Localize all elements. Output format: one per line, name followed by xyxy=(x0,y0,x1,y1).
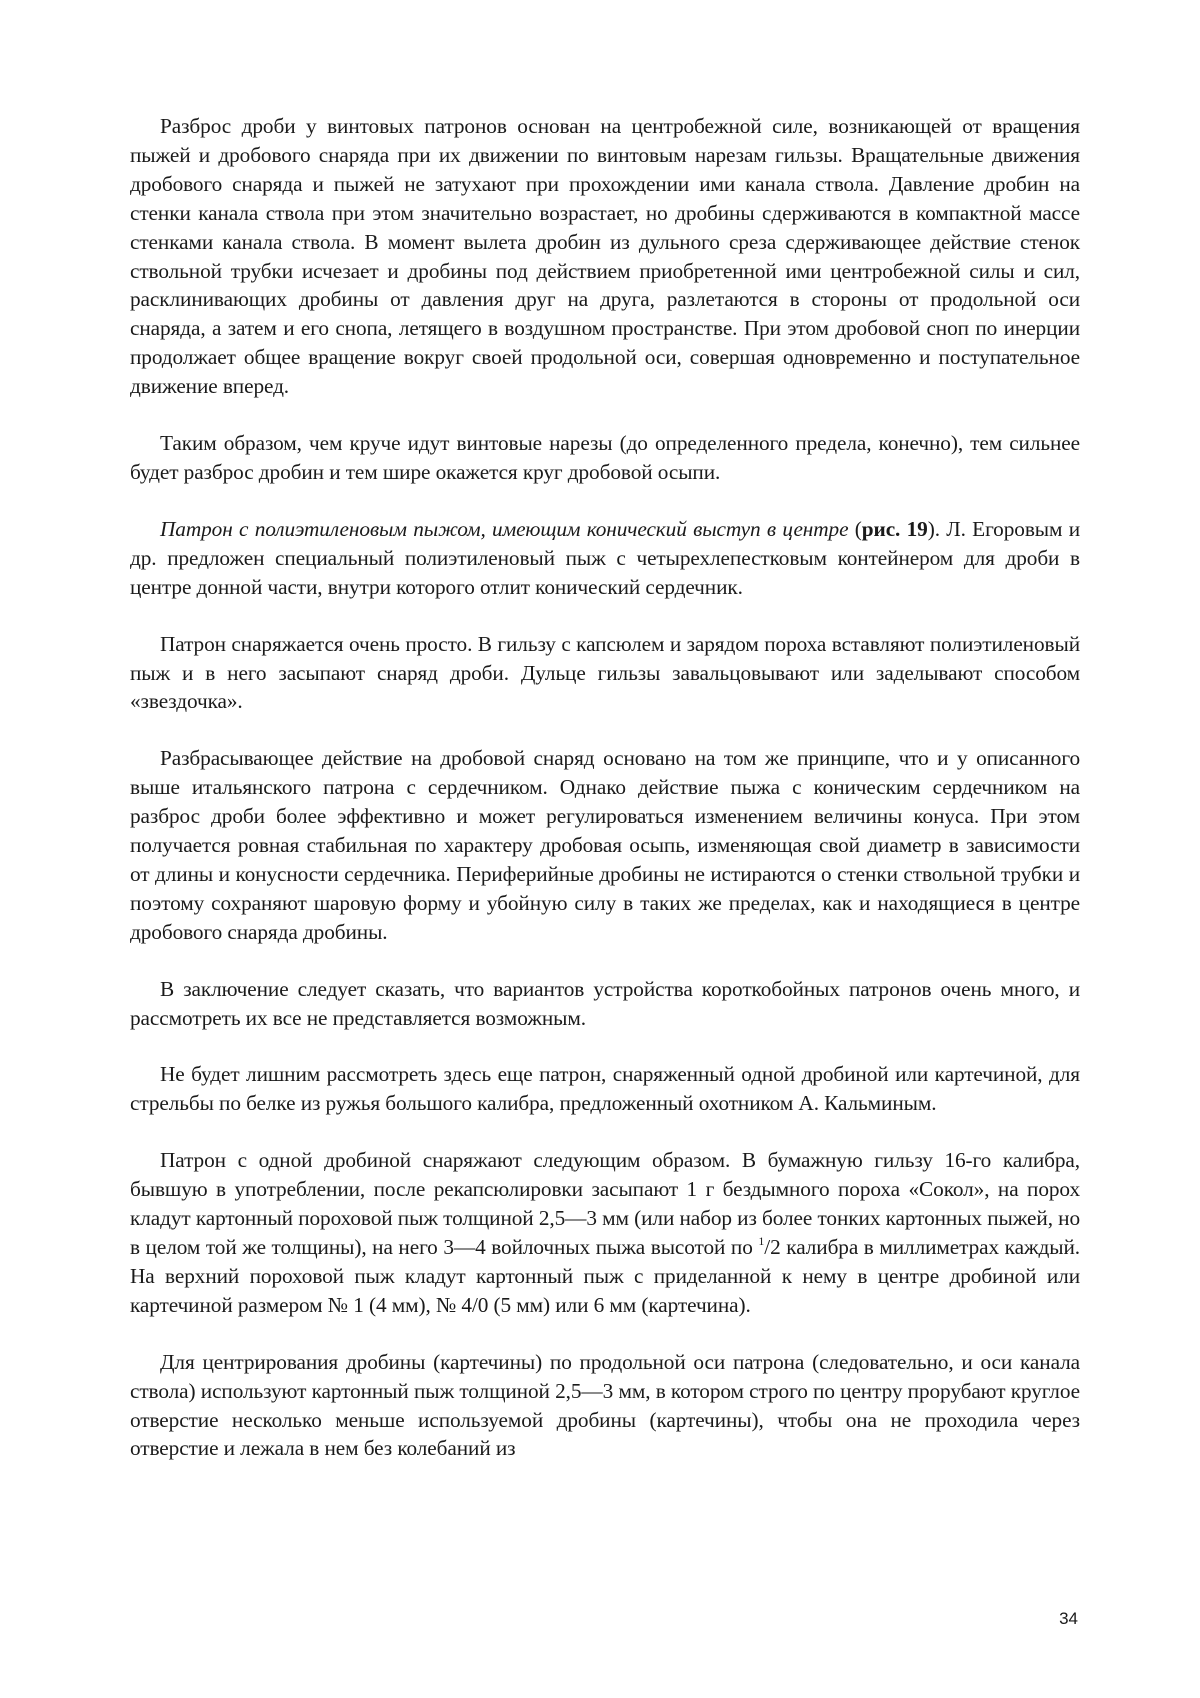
paragraph-5: Разбрасывающее действие на дробовой снаряд основано на том же принципе, что и у описанного выше итальянского патрона с сердечником. Однако действие пыжа с коническим сердечником на разброс дроби более эффективно и может регулироваться изменением величины конуса. При этом получается ровная стабильная по характеру дробовая осыпь, изменяющая свой диаметр в зависимости от длины и конусности сердечника. Периферийные дробины не истираются о стенки ствольной трубки и поэтому сохраняют шаровую форму и убойную силу в таких же пределах, как и находящиеся в центре дробового снаряда дробины. xyxy=(130,746,1080,944)
fraction-denominator: /2 xyxy=(764,1235,781,1259)
figure-ref-close: ). xyxy=(927,516,940,541)
paragraph-3 xyxy=(130,515,1080,602)
paragraph-3-body: Л. Егоровым и др. предложен специальный полиэтиленовый пыж с четырехлепестковым контейнером для дроби в центре донной части, внутри которого отлит конический сердечник. xyxy=(130,516,1080,599)
paragraph-4: Патрон снаряжается очень просто. В гильзу с капсюлем и зарядом пороха вставляют полиэтиленовый пыж и в него засыпают снаряд дроби. Дульце гильзы завальцовывают или заделывают способом «звездочка». xyxy=(130,631,1080,714)
paragraph-8-end: калибра в миллиметрах каждый. На верхний пороховой пыж кладут картонный пыж с приделанной к нему в центре дробиной или картечиной размером № 1 (4 мм), № 4/0 (5 мм) или 6 мм (картечина). xyxy=(130,1235,1081,1317)
paragraph-2: Таким образом, чем круче идут винтовые нарезы (до определенного предела, конечно), тем сильнее будет разброс дробин и тем шире окажется круг дробовой осыпи. xyxy=(130,431,1080,484)
paragraph-8 xyxy=(130,1146,1080,1319)
paragraph-8-start: Патрон с одной дробиной снаряжают следующим образом. В бумажную гильзу 16-го калибра, бывшую в употреблении, после рекапсюлировки засыпают 1 г бездымного пороха «Сокол», на порох кладут картонный пороховой пыж толщиной 2,5—3 мм (или набор из более тонких картонных пыжей, но в целом той же толщины), на него 3—4 войлочных пыжа высотой по xyxy=(130,1148,1080,1259)
figure-ref-open: ( xyxy=(848,516,862,541)
italic-heading: Патрон с полиэтиленовым пыжом, имеющим конический выступ в центре xyxy=(160,516,849,541)
page-number: 34 xyxy=(1059,1609,1078,1628)
document-page xyxy=(130,112,1080,1463)
paragraph-7: Не будет лишним рассмотреть здесь еще патрон, снаряженный одной дробиной или картечиной, для стрельбы по белке из ружья большого калибра, предложенный охотником А. Кальминым. xyxy=(130,1062,1080,1116)
fraction-numerator: 1 xyxy=(758,1234,765,1248)
figure-reference: рис. 19 xyxy=(861,516,928,541)
paragraph-1: Разброс дроби у винтовых патронов основан на центробежной силе, возникающей от вращения пыжей и дробового снаряда при их движении по винтовым нарезам гильзы. Вращательные движения дробового снаряда и пыжей не затухают при прохождении ими канала ствола. Давление дробин на стенки канала ствола при этом значительно возрастает, но дробины сдерживаются в компактной массе стенками канала ствола. В момент вылета дробин из дульного среза сдерживающее действие стенок ствольной трубки исчезает и дробины под действием приобретенной ими центробежной силы и сил, расклинивающих дробины от давления друг на друга, разлетаются в стороны от продольной оси снаряда, а затем и его снопа, летящего в воздушном пространстве. При этом дробовой сноп по инерции продолжает общее вращение вокруг своей продольной оси, совершая одновременно и поступательное движение вперед. xyxy=(130,114,1080,399)
paragraph-9: Для центрирования дробины (картечины) по продольной оси патрона (следовательно, и оси канала ствола) используют картонный пыж толщиной 2,5—3 мм, в котором строго по центру прорубают круглое отверстие несколько меньше используемой дробины (картечины), чтобы она не проходила через отверстие и лежала в нем без колебаний из xyxy=(130,1349,1080,1461)
paragraph-6: В заключение следует сказать, что вариантов устройства короткобойных патронов очень много, и рассмотреть их все не представляется возможным. xyxy=(130,976,1080,1030)
